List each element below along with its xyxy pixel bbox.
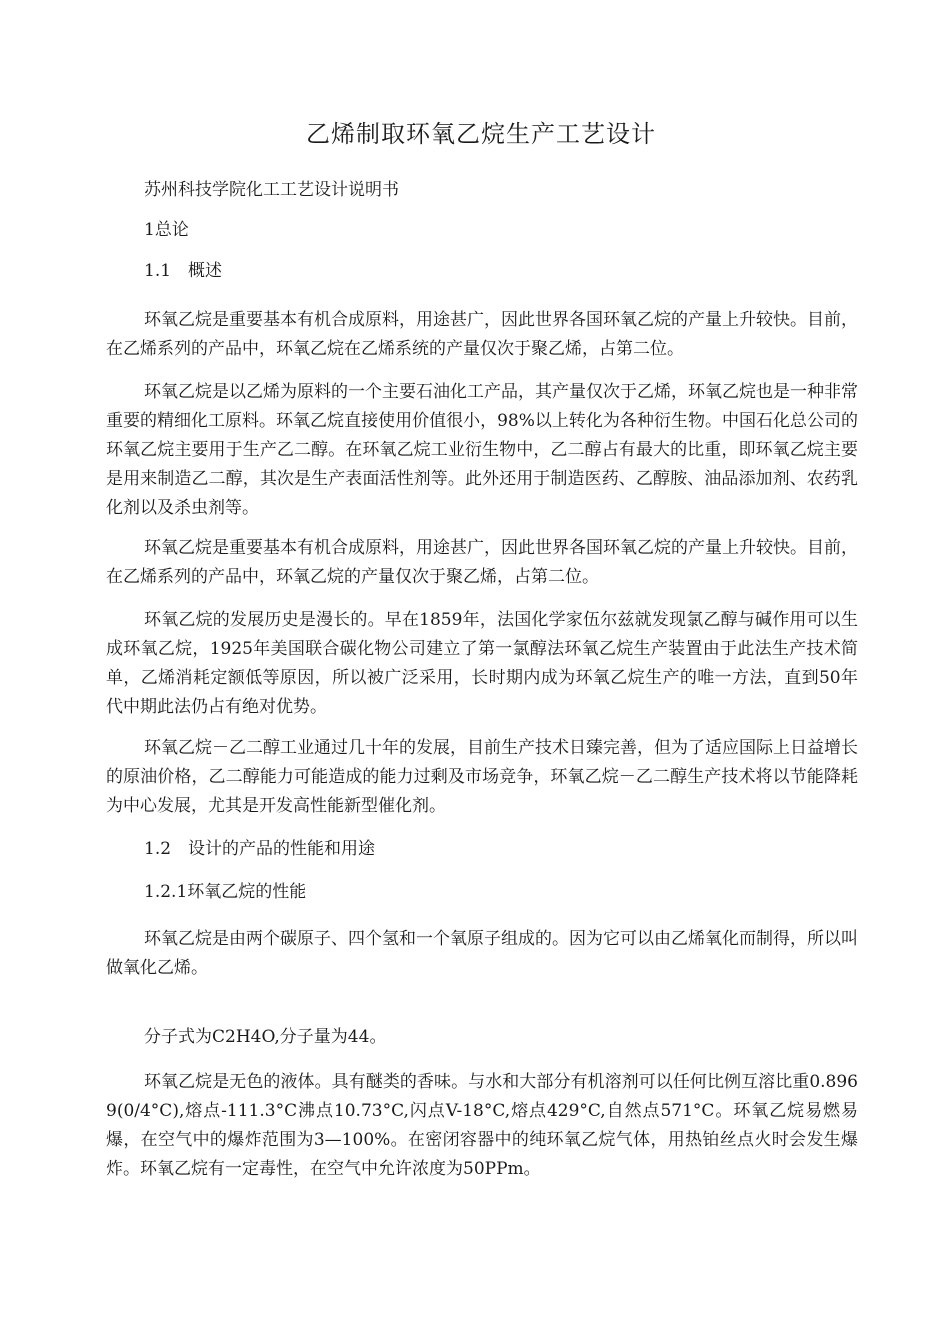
document-title: 乙烯制取环氧乙烷生产工艺设计 bbox=[306, 120, 656, 148]
paragraph-1: 环氧乙烷是重要基本有机合成原料，用途甚广，因此世界各国环氧乙烷的产量上升较快。目前，在乙烯系列的产品中，环氧乙烷在乙烯系统的产量仅次于聚乙烯，占第二位。 bbox=[106, 310, 858, 359]
paragraph-5: 环氧乙烷－乙二醇工业通过几十年的发展，目前生产技术日臻完善，但为了适应国际上日益增长的原油价格，乙二醇能力可能造成的能力过剩及市场竞争，环氧乙烷－乙二醇生产技术将以节能降耗为中心发展，尤其是开发高性能新型催化剂。 bbox=[106, 738, 858, 816]
paragraph-4: 环氧乙烷的发展历史是漫长的。早在1859年，法国化学家伍尔兹就发现氯乙醇与碱作用可以生成环氧乙烷，1925年美国联合碳化物公司建立了第一氯醇法环氧乙烷生产装置由于此法生产技术简单，乙烯消耗定额低等原因，所以被广泛采用，长时期内成为环氧乙烷生产的唯一方法，直到50年代中期此法仍占有绝对优势。 bbox=[106, 610, 858, 717]
paragraph-8: 环氧乙烷是无色的液体。具有醚类的香味。与水和大部分有机溶剂可以任何比例互溶比重0.8969(0/4°C),熔点-111.3°C沸点10.73°C,闪点V-18°C,熔点429°C,自然点571°C。环氧乙烷易燃易爆，在空气中的爆炸范围为3—100%。在密闭容器中的纯环氧乙烷气体，用热铂丝点火时会发生爆炸。环氧乙烷有一定毒性，在空气中允许浓度为50PPm。 bbox=[106, 1072, 858, 1179]
paragraph-6: 环氧乙烷是由两个碳原子、四个氢和一个氧原子组成的。因为它可以由乙烯氧化而制得，所以叫做氧化乙烯。 bbox=[106, 929, 858, 978]
section-heading-1: 1总论 bbox=[144, 220, 189, 240]
section-heading-1-1: 1.1 概述 bbox=[144, 261, 223, 281]
paragraph-3: 环氧乙烷是重要基本有机合成原料，用途甚广，因此世界各国环氧乙烷的产量上升较快。目前，在乙烯系列的产品中，环氧乙烷的产量仅次于聚乙烯，占第二位。 bbox=[106, 538, 858, 587]
section-heading-1-2-1: 1.2.1环氧乙烷的性能 bbox=[144, 882, 307, 902]
section-heading-1-2: 1.2 设计的产品的性能和用途 bbox=[144, 839, 376, 859]
paragraph-2: 环氧乙烷是以乙烯为原料的一个主要石油化工产品，其产量仅次于乙烯，环氧乙烷也是一种非常重要的精细化工原料。环氧乙烷直接使用价值很小，98%以上转化为各种衍生物。中国石化总公司的环氧乙烷主要用于生产乙二醇。在环氧乙烷工业衍生物中，乙二醇占有最大的比重，即环氧乙烷主要是用来制造乙二醇，其次是生产表面活性剂等。此外还用于制造医药、乙醇胺、油品添加剂、农药乳化剂以及杀虫剂等。 bbox=[106, 382, 858, 518]
document-subtitle: 苏州科技学院化工工艺设计说明书 bbox=[144, 180, 399, 200]
paragraph-7: 分子式为C2H4O,分子量为44。 bbox=[144, 1027, 387, 1047]
